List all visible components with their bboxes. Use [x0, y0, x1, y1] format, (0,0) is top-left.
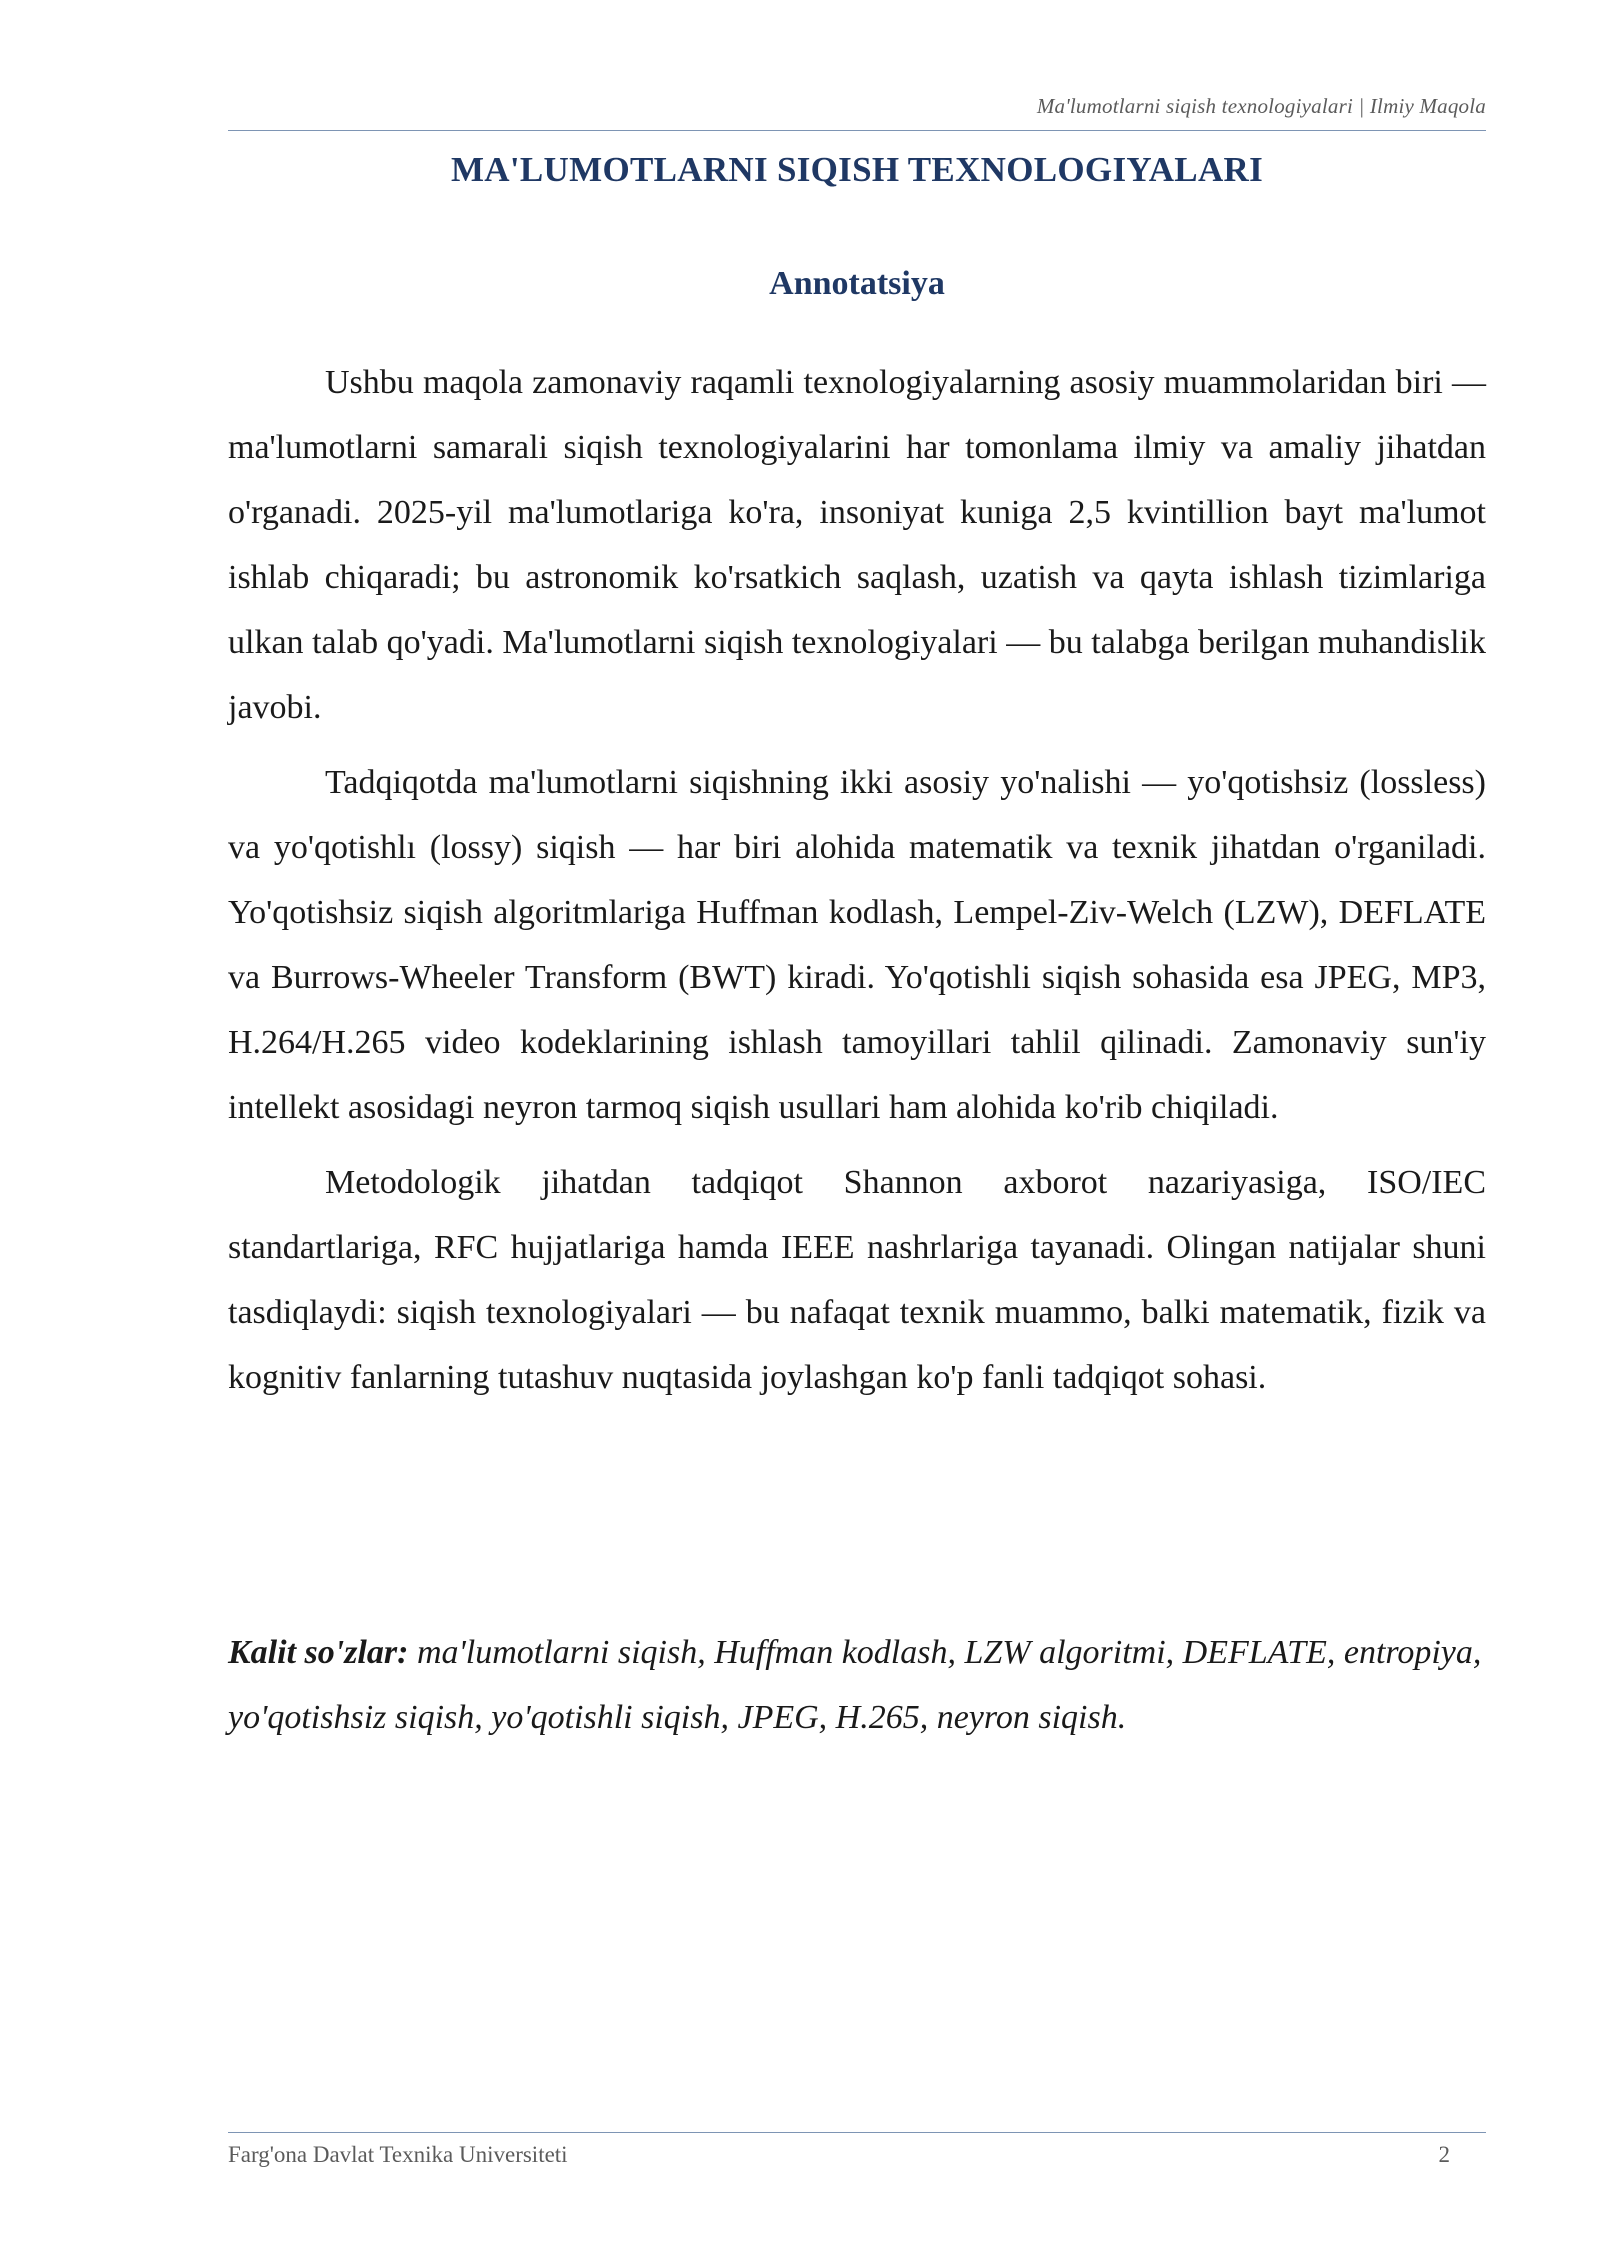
- header-divider: [228, 130, 1486, 131]
- abstract-paragraph-3: Metodologik jihatdan tadqiqot Shannon axborot nazariyasiga, ISO/IEC standartlariga, RFC hujjatlariga hamda IEEE nashrlariga tayanadi. Olingan natijalar shuni tasdiqlaydi: siqish texnologiyalari — bu nafaqat texnik muammo, balki matematik, fizik va kognitiv fanlarning tutashuv nuqtasida joylashgan ko'p fanli tadqiqot sohasi.: [228, 1164, 1486, 1396]
- running-header: Ma'lumotlarni siqish texnologiyalari | Ilmiy Maqola: [1036, 94, 1486, 118]
- keywords-block: [228, 1620, 1486, 1750]
- abstract-heading: Annotatsiya: [769, 265, 945, 302]
- page-number: 2: [1438, 2142, 1450, 2167]
- footer-institution: Farg'ona Davlat Texnika Universiteti: [228, 2142, 568, 2167]
- page-footer: [228, 2142, 1486, 2168]
- paper-title: MA'LUMOTLARNI SIQISH TEXNOLOGIYALARI: [450, 150, 1264, 189]
- footer-divider: [228, 2132, 1486, 2133]
- keywords-label: Kalit so'zlar:: [228, 1634, 409, 1671]
- keywords-text: ma'lumotlarni siqish, Huffman kodlash, LZW algoritmi, DEFLATE, entropiya, yo'qotishsiz siqish, yo'qotishli siqish, JPEG, H.265, neyron siqish.: [228, 1634, 1482, 1736]
- abstract-paragraph-1: Ushbu maqola zamonaviy raqamli texnologiyalarning asosiy muammolaridan biri — ma'lumotlarni samarali siqish texnologiyalarini har tomonlama ilmiy va amaliy jihatdan o'rganadi. 2025-yil ma'lumotlariga ko'ra, insoniyat kuniga 2,5 kvintillion bayt ma'lumot ishlab chiqaradi; bu astronomik ko'rsatkich saqlash, uzatish va qayta ishlash tizimlariga ulkan talab qo'yadi. Ma'lumotlarni siqish texnologiyalari — bu talabga berilgan muhandislik javobi.: [228, 364, 1486, 726]
- abstract-body: [228, 350, 1486, 1420]
- abstract-paragraph-2: Tadqiqotda ma'lumotlarni siqishning ikki asosiy yo'nalishi — yo'qotishsiz (lossless) va yo'qotishlı (lossy) siqish — har biri alohida matematik va texnik jihatdan o'rganiladi. Yo'qotishsiz siqish algoritmlariga Huffman kodlash, Lempel-Ziv-Welch (LZW), DEFLATE va Burrows-Wheeler Transform (BWT) kiradi. Yo'qotishli siqish sohasida esa JPEG, MP3, H.264/H.265 video kodeklarining ishlash tamoyillari tahlil qilinadi. Zamonaviy sun'iy intellekt asosidagi neyron tarmoq siqish usullari ham alohida ko'rib chiqiladi.: [228, 764, 1486, 1126]
